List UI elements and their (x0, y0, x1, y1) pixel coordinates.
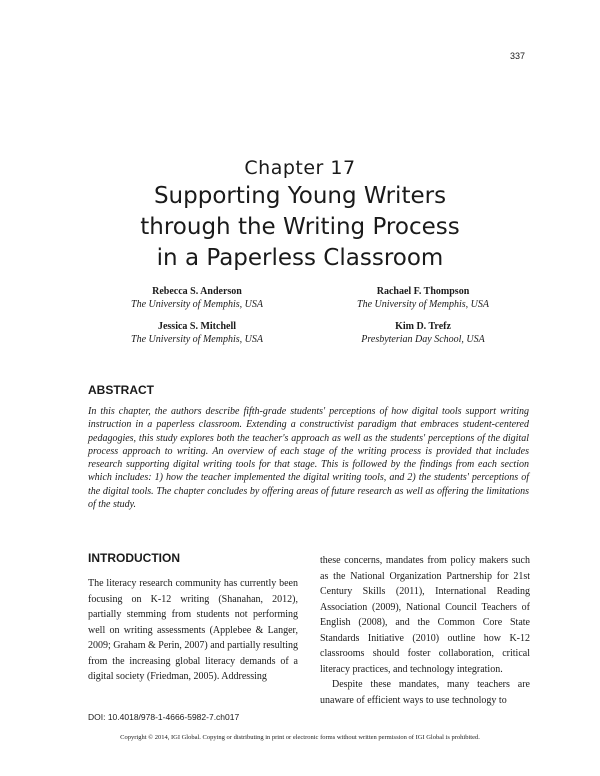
chapter-title (0, 181, 600, 274)
intro-right-column (320, 553, 530, 708)
author-block (67, 285, 327, 311)
intro-left-column (88, 576, 298, 685)
author-block (293, 320, 553, 346)
copyright-notice: Copyright © 2014, IGI Global. Copying or distributing in print or electronic forms without written permission of IGI Global is prohibited. (120, 734, 480, 741)
author-name: Kim D. Trefz (395, 321, 451, 332)
title-line: through the Writing Process (140, 214, 460, 240)
author-affiliation: The University of Memphis, USA (131, 334, 263, 345)
author-name: Rebecca S. Anderson (152, 286, 242, 297)
author-name: Jessica S. Mitchell (157, 321, 237, 332)
body-paragraph: The literacy research community has currently been focusing on K-12 writing (Shanahan, 2012), partially stemming from students not performing well on writing assessments (Applebee & Langer, 2009; Graham & Perin, 2007) and partially resulting from the increasing global literacy demands of a digital society (Friedman, 2005). Addressing (88, 578, 298, 682)
body-paragraph: these concerns, mandates from policy makers such as the National Organization Partnership for 21st Century Skills (2011), International Reading Association (2009), National Council Teachers of English (2008), and the Common Core State Standards Initiative (2010) outline how K-12 classrooms should foster collaboration, critical literacy practices, and technology integration. (320, 555, 530, 675)
author-affiliation: The University of Memphis, USA (131, 299, 263, 310)
title-line: Supporting Young Writers (153, 183, 447, 209)
body-paragraph: Despite these mandates, many teachers are unaware of efficient ways to use technology to (320, 679, 530, 706)
author-block (293, 285, 553, 311)
abstract-heading: ABSTRACT (88, 383, 154, 397)
doi: DOI: 10.4018/978-1-4666-5982-7.ch017 (88, 712, 240, 722)
abstract-text: In this chapter, the authors describe fifth-grade students' perceptions of how digital tools support writing instruction in a paperless classroom. Extending a constructivist paradigm that embraces student-centered pedagogies, this study explores both the teacher's approach as well as the students' perceptions of the digital process approach to writing. An overview of each stage of the writing process is provided that includes research supporting digital writing tools for that stage. This is followed by the findings from each section which includes: 1) how the teacher implemented the digital writing tools, and 2) the students' perceptions of the digital tools. The chapter concludes by offering areas of future research as well as offering the limitations of the study. (88, 406, 529, 511)
chapter-label: Chapter 17 (244, 157, 356, 179)
page-number: 337 (510, 51, 526, 61)
author-name: Rachael F. Thompson (376, 286, 470, 297)
author-affiliation: Presbyterian Day School, USA (361, 334, 485, 345)
author-affiliation: The University of Memphis, USA (357, 299, 489, 310)
introduction-heading: INTRODUCTION (88, 551, 180, 565)
title-line: in a Paperless Classroom (156, 245, 444, 271)
author-block (67, 320, 327, 346)
